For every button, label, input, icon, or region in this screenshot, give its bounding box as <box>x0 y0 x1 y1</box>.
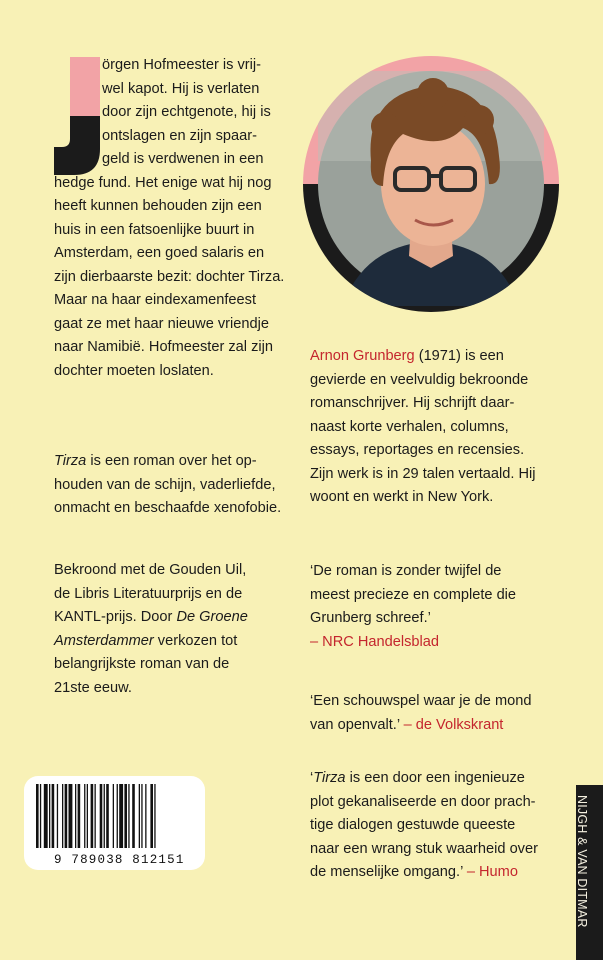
intro-line: huis in een fatsoenlijke buurt in <box>54 221 255 238</box>
intro-line: wel kapot. Hij is verlaten <box>102 80 260 97</box>
barcode-bar <box>87 784 88 848</box>
barcode-bar <box>100 784 103 848</box>
intro-line: zijn dierbaarste bezit: dochter Tirza. <box>54 268 285 285</box>
barcode-bar <box>95 784 96 848</box>
tirza-line: houden van de schijn, vaderliefde, <box>54 476 276 493</box>
barcode-bar <box>40 784 41 848</box>
awards-line: de Libris Literatuurprijs en de <box>54 585 243 602</box>
review-quote-volkskrant <box>310 690 572 737</box>
quote-line: tige dialogen gestuwde queeste <box>310 817 516 833</box>
quote-line: ‘Tirza is een door een ingenieuze <box>310 770 525 786</box>
portrait-illustration <box>303 56 559 312</box>
barcode-bar <box>69 784 73 848</box>
barcode-bar <box>62 784 63 848</box>
intro-line: hedge fund. Het enige wat hij nog <box>54 174 272 191</box>
barcode-bar <box>119 784 123 848</box>
quote-source: – de Volkskrant <box>403 716 504 733</box>
tirza-title: Tirza <box>313 770 346 786</box>
intro-line: heeft kunnen behouden zijn een <box>54 198 262 214</box>
quote-line: de menselijke omgang.’ – Humo <box>310 864 518 880</box>
awards-paragraph <box>54 559 299 700</box>
intro-line: Amsterdam, een goed salaris en <box>54 245 265 261</box>
bio-line: naast korte verhalen, columns, <box>310 418 509 435</box>
barcode-bar <box>132 784 135 848</box>
barcode-bar <box>145 784 146 848</box>
awards-line: KANTL-prijs. Door De Groene <box>54 609 248 625</box>
quote-source: – NRC Handelsblad <box>310 633 439 650</box>
barcode-bar <box>78 784 81 848</box>
groene-title: De Groene <box>176 609 248 625</box>
quote-line: Grunberg schreef.’ <box>310 610 431 626</box>
bio-line: gevierde en veelvuldig bekroonde <box>310 371 529 388</box>
intro-line: dochter moeten loslaten. <box>54 362 214 379</box>
awards-line: Bekroond met de Gouden Uil, <box>54 562 247 578</box>
intro-line: naar Namibië. Hofmeester zal zijn <box>54 339 273 355</box>
publisher-name: NIJGH & VAN DITMAR <box>575 795 589 928</box>
barcode-bar <box>49 784 50 848</box>
intro-line: Maar na haar eindexamenfeest <box>54 292 257 308</box>
intro-line: door zijn echtgenote, hij is <box>102 104 271 120</box>
barcode-bar <box>124 784 127 848</box>
barcode-bar <box>106 784 109 848</box>
review-quote-nrc <box>310 560 572 654</box>
intro-line: örgen Hofmeester is vrij- <box>102 57 261 73</box>
barcode-bars <box>36 784 156 848</box>
tirza-line: Tirza is een roman over het op- <box>54 453 257 469</box>
bio-line: woont en werkt in New York. <box>310 489 494 505</box>
author-name: Arnon Grunberg <box>310 348 415 364</box>
barcode-number: 9 789038 812151 <box>54 853 185 867</box>
quote-source: – Humo <box>466 864 518 880</box>
tirza-paragraph <box>54 450 299 521</box>
barcode-bar <box>36 784 39 848</box>
barcode-bar <box>113 784 114 848</box>
barcode-bar <box>117 784 118 848</box>
intro-line: gaat ze met haar nieuwe vriendje <box>54 315 269 332</box>
tirza-line: onmacht en beschaafde xenofobie. <box>54 500 282 516</box>
awards-line: Amsterdammer verkozen tot <box>54 632 238 649</box>
quote-line: naar een wrang stuk waarheid over <box>310 840 538 857</box>
tirza-title: Tirza <box>54 453 87 469</box>
barcode-bar <box>104 784 105 848</box>
quote-line: van openvalt.’ – de Volkskrant <box>310 716 504 733</box>
author-bio <box>310 345 572 510</box>
barcode-bar <box>154 784 155 848</box>
quote-line: meest precieze en complete die <box>310 586 517 603</box>
barcode-bar <box>150 784 153 848</box>
barcode-bar <box>91 784 94 848</box>
barcode-bar <box>52 784 55 848</box>
author-portrait <box>303 56 559 312</box>
awards-line: belangrijkste roman van de <box>54 656 230 672</box>
barcode-bar <box>141 784 142 848</box>
intro-line: ontslagen en zijn spaar- <box>102 127 257 144</box>
quote-line: plot gekanaliseerde en door prach- <box>310 793 536 810</box>
bio-line: Zijn werk is in 29 talen vertaald. Hij <box>310 465 536 482</box>
barcode-bar <box>84 784 85 848</box>
intro-line: geld is verdwenen in een <box>102 151 264 167</box>
bio-line: romanschrijver. Hij schrijft daar- <box>310 395 515 411</box>
barcode-bar <box>57 784 58 848</box>
barcode-bar <box>44 784 48 848</box>
quote-line: ‘De roman is zonder twijfel de <box>310 563 502 579</box>
bio-line: essays, reportages en recensies. <box>310 442 525 458</box>
barcode-graphic <box>24 776 205 870</box>
barcode-bar <box>128 784 129 848</box>
barcode-bar <box>75 784 76 848</box>
awards-line: 21ste eeuw. <box>54 679 132 696</box>
barcode-bar <box>65 784 68 848</box>
amsterdammer-title: Amsterdammer <box>54 632 154 649</box>
quote-line: ‘Een schouwspel waar je de mond <box>310 693 532 709</box>
review-quote-humo <box>310 767 572 885</box>
intro-text <box>54 54 299 383</box>
barcode <box>24 776 205 870</box>
bio-line: Arnon Grunberg (1971) is een <box>310 348 504 364</box>
barcode-bar <box>139 784 140 848</box>
